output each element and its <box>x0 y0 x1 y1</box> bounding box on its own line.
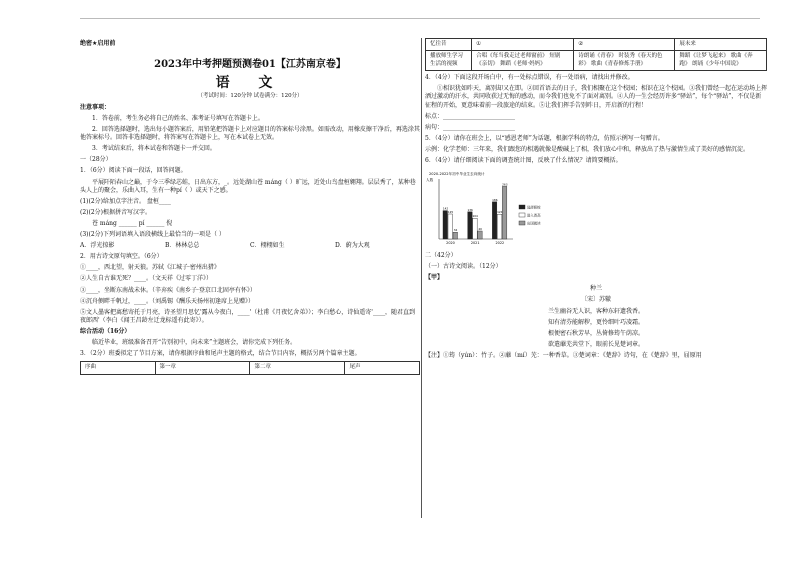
bar <box>473 218 478 239</box>
chart-title: 2020-2022年初中毕业生去向统计 <box>429 172 485 177</box>
poem-title: 种兰 <box>589 285 602 293</box>
q4-mark: 标点：________________________ <box>425 112 516 120</box>
question-4: 4．（4分）下面这段开场白中，有一处标点错误，有一处语病，请找出并修改。 <box>425 74 634 82</box>
poem-line: 兰生幽谷无人识，客种东轩遗我香。 <box>547 307 644 315</box>
note-item: 2．回答选择题时，选出每小题答案后，用铅笔把答题卡上对应题目的答案标号涂黑。如需改动，用橡皮擦干净后，再选涂其他答案标号。回答非选择题时，将答案写在答题卡上，写在本试卷上无效。 <box>80 126 420 142</box>
note-item: 1．答卷前，考生务必将自己的姓名、准考证号填写在答题卡上。 <box>92 115 264 122</box>
poem-line: 欲遣蘼芜共堂下，眼前长见楚词章。 <box>547 340 644 348</box>
legend-label: 选择职校 <box>527 205 541 210</box>
table-cell: ② <box>574 39 675 51</box>
table-cell: 第一章 <box>155 362 250 374</box>
poem-line: 根便密石秋芳早，丛倚修筠午荫凉。 <box>547 329 644 337</box>
bar-value-label: 136 <box>467 207 473 212</box>
activity-heading: 综合活动（16分） <box>80 327 131 335</box>
poem-line: 知有清芬能解秽，更怜细叶巧凌霜。 <box>547 318 644 326</box>
option-b: B．林林总总 <box>165 242 200 250</box>
legend-swatch <box>519 221 525 225</box>
q1-sub2-line: 苍 máng ______ pí ______ 倪 <box>92 219 173 227</box>
q1-passage: 平展阡陌春山之巅，于今三季绿芯蛙，日出东方，_。远处湖山苍 máng（ ）旷远，近处山鸟盘桓翱翔。层层秀了，某种巷头人上的聚会，乐曲入耳，生有一种pí（ ）或天下之感。 <box>80 178 416 194</box>
q4-fault: 病句：________________________ <box>425 123 516 131</box>
table-cell: 尾声 <box>345 362 420 374</box>
q1-sub2: (2)(2分)根据拼音写汉字。 <box>80 208 151 216</box>
bar <box>443 211 448 239</box>
bar-value-label: 104 <box>472 214 478 219</box>
bar-value-label: 186 <box>492 197 498 202</box>
left-column <box>80 38 420 375</box>
table-cell: 第二章 <box>250 362 345 374</box>
table-cell: 序曲 <box>81 362 156 374</box>
table-cell: ① <box>472 39 574 51</box>
poem-note: 【注】①筠（yún）：竹子。②蘼（mí）芜：一种香草。③楚词章：《楚辞》诗句，在《楚辞》里，屈原用 <box>425 351 702 359</box>
question-6: 6．（4分）请仔细阅读下面的调查统计图，反映了什么情况？请简要概括。 <box>425 157 622 165</box>
exam-info: （考试时间：120分钟 试卷满分：120分） <box>197 93 303 100</box>
top-rule <box>80 18 760 19</box>
subject-title: 语 文 <box>215 74 285 91</box>
bar <box>502 187 507 240</box>
bar-value-label: 124 <box>497 210 503 215</box>
legend-label: 出国就读 <box>527 221 541 226</box>
activity-intro: 临近毕业，班级准备召开“告别初中，向未来”主题班会，请你完成下列任务。 <box>92 338 297 346</box>
right-column <box>425 38 767 360</box>
option-a: A．浮光掠影 <box>80 242 115 250</box>
q2-line: ③____，坐断东南战未休。（辛弃疾《南乡子·登京口北固亭有怀》） <box>80 286 256 294</box>
notes-heading: 注意事项： <box>80 103 111 111</box>
table-cell: 诗朗诵《青春》 时装秀《春天的色彩》 歌曲《青春修炼手册》 <box>574 51 675 71</box>
column-divider <box>421 38 422 518</box>
bar <box>478 231 483 239</box>
note-item: 3．考试结束后，将本试卷和答题卡一并交回。 <box>92 145 216 153</box>
table-cell: 舞蹈《让梦飞起来》 歌曲《奔跑》 朗诵《少年中国说》 <box>675 51 767 71</box>
y-axis-label: 人数 <box>426 178 434 183</box>
exam-title: 2023年中考押题预测卷01【江苏南京卷】 <box>154 59 346 71</box>
bar-value-label: 263 <box>502 182 508 187</box>
q2-line: ④沉舟侧畔千帆过，____。（刘禹锡《酬乐天扬州初逢席上见赠》） <box>80 297 255 305</box>
survey-chart <box>425 169 555 249</box>
option-c: C．栩栩如生 <box>250 242 285 250</box>
legend-label: 进入普高 <box>527 213 541 218</box>
question-1: 1．（6分）阅读下面一段话，回答问题。 <box>80 167 187 175</box>
bar <box>492 202 497 239</box>
secret-mark: 绝密★启用前 <box>80 40 116 47</box>
q2-line: ①____，西北望，射天狼。苏轼《江城子·密州出猎》 <box>80 264 220 272</box>
section2-heading: 二（42分） <box>425 252 457 260</box>
legend-swatch <box>519 213 525 217</box>
q2-line: ②人生自古谁无死？____。（文天祥《过零丁洋》） <box>80 275 213 283</box>
poem-author: 〔宋〕苏辙 <box>580 296 611 304</box>
q1-sub3: (3)(2分)下列词语填入语段横线上最恰当的一项是（ ） <box>80 231 225 239</box>
table-row <box>426 51 767 71</box>
q1-options <box>80 242 420 250</box>
legend-swatch <box>519 205 525 209</box>
bar <box>468 212 473 239</box>
question-2: 2．用古诗文原句填空。（6分） <box>80 253 163 261</box>
q1-sub1: (1)(2分)给加点字注音。 盘桓____ <box>80 197 171 205</box>
bar-chart <box>425 169 555 249</box>
category-label: 2021 <box>470 241 480 246</box>
bar <box>497 214 502 239</box>
table-cell: 合唱《每当我走过老师窗前》 短剧《亲切》 舞蹈《老师·妈妈》 <box>472 51 574 71</box>
table-cell: 展未来 <box>675 39 767 51</box>
section2-sub: （一）古诗文阅读。（12分） <box>425 263 502 271</box>
bar <box>448 214 453 239</box>
program-table-continued <box>425 38 767 71</box>
q5-example: 示例：化学老师：三年来，我们跟您的相遇就像是酸碱上了相，我们放心中和，释放出了热与激情生成了美好的感情沉淀。 <box>425 145 750 153</box>
bar-value-label: 34 <box>453 228 458 233</box>
bar-value-label: 125 <box>447 210 454 215</box>
option-d: D．蔚为大观 <box>335 242 370 250</box>
question-3: 3．（2分）班委拟定了节目方案，请你根据序曲和尾声主题的格式，结合节目内容，概括另两个篇章主题。 <box>80 350 361 358</box>
section1-heading: 一（28分） <box>80 156 112 164</box>
category-label: 2020 <box>446 241 455 246</box>
table-cell: 播放师生学习生活的视频 <box>426 51 472 71</box>
bar-value-label: 142 <box>442 206 449 211</box>
text-tag: 【甲】 <box>425 274 444 282</box>
table-row <box>426 39 767 51</box>
q2-line: ⑤文人墨客把离愁寄托于月亮，诗圣望月思忆'露从今夜白，____'（杜甫《月夜忆舍弟》）；李白愁心，诗仙遥寄'____，随君直到夜郎西'（李白《闻王昌龄左迁龙标遥有此寄》）。 <box>80 308 415 324</box>
category-label: 2022 <box>495 241 505 246</box>
bar-value-label: 40 <box>478 227 482 232</box>
question-5: 5．（4分）请你在班会上，以“感恩老师”为话题，根据学科的特点，仿照示例写一句赠言。 <box>425 134 664 142</box>
program-table <box>80 361 420 374</box>
q4-passage: ①相识犹如昨天，离别却又在即。②回首语去的日子，我们相聚在这个校园；相识在这个校园。③我们曾经一起在运动场上挥洒过激动的汗水，共同收获过无悔的感动，而今我们也免不了面对离别。④人的一生会经历许多“驿站”，每个“驿站”，不仅是新征程的开始，更意味着前一段旅途的结束。⑤让我们挥手告别昨日，开启新的行程！ <box>425 85 768 109</box>
bar <box>453 232 458 239</box>
table-cell: 忆往昔 <box>426 39 472 51</box>
